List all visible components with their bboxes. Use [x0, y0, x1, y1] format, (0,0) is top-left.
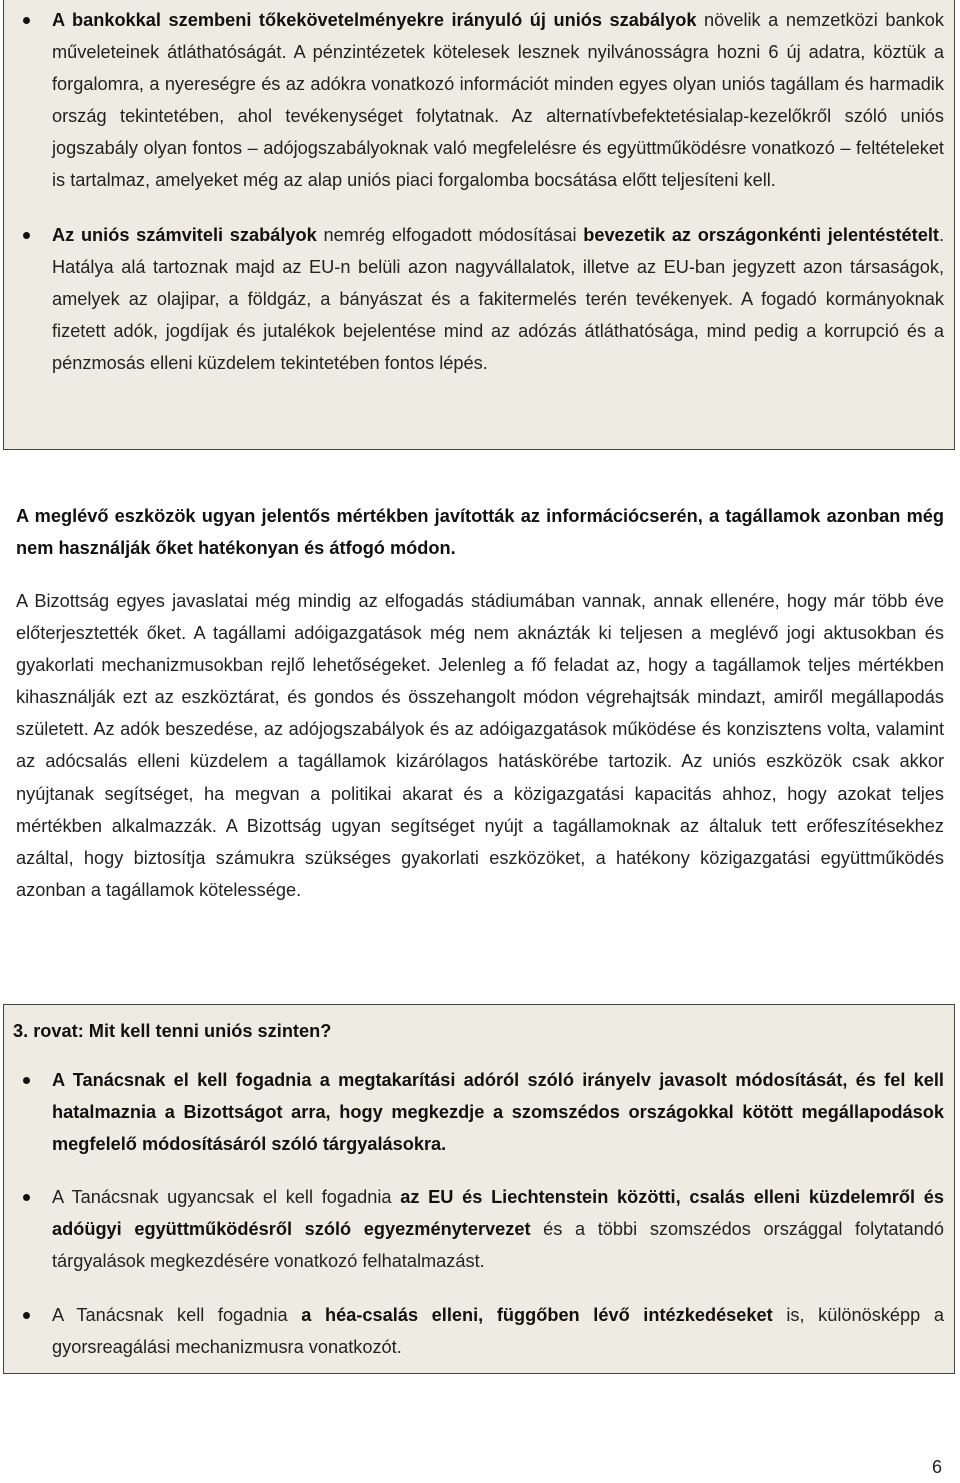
bullet-item-savings-tax: [4, 1064, 954, 1160]
info-box-bottom: [3, 1004, 955, 1374]
bold-phrase: a héa-csalás elleni, függőben lévő intézkedéseket: [301, 1304, 773, 1325]
bullet-text: [52, 1181, 944, 1277]
text-run: A Tanácsnak kell fogadnia: [52, 1304, 302, 1325]
page-number: 6: [931, 1457, 942, 1477]
bullet-list-bottom: [4, 1047, 954, 1363]
bold-phrase: az EU és Liechtenstein közötti, csalás elleni küzdelemről és adóügyi együttműködésről szóló egyezménytervezet: [52, 1187, 944, 1240]
bullet-icon: [23, 17, 30, 24]
bullet-icon: [23, 1194, 30, 1201]
bullet-item-liechtenstein: [4, 1181, 954, 1277]
bullet-icon: [23, 1312, 30, 1319]
bullet-text: [52, 219, 944, 379]
bold-phrase: Az uniós számviteli szabályok: [52, 224, 317, 245]
box-heading: 3. rovat: Mit kell tenni uniós szinten?: [13, 1021, 332, 1041]
bullet-item-accounting-rules: [4, 219, 954, 379]
bullet-icon: [23, 232, 30, 239]
text-run: is, különösképp a gyorsreagálási mechanizmusra vonatkozót.: [52, 1304, 944, 1357]
body-paragraph: A Bizottság egyes javaslatai még mindig az elfogadás stádiumában vannak, annak ellenére, hogy már több éve előterjesztették őket. A tagállami adóigazgatások még nem aknázták ki teljesen a meglévő jogi aktusokban és gyakorlati mechanizmusokban rejlő lehetőségeket. Jelenleg a fő feladat az, hogy a tagállamok teljes mértékben kihasználják ezt az eszköztárat, és gondos és összehangolt módon végrehajtsák mindazt, amiről megállapodás született. Az adók beszedése, az adójogszabályok és az adóigazgatások működése és konzisztens volta, valamint az adócsalás elleni küzdelem a tagállamok kizárólagos hatáskörébe tartozik. Az uniós eszközök csak akkor nyújtanak segítséget, ha megvan a politikai akarat és a közigazgatási kapacitás ahhoz, hogy azokat teljes mértékben alkalmazzák. A Bizottság ugyan segítséget nyújt a tagállamoknak az általuk tett erőfeszítésekhez azáltal, hogy biztosítja számukra szükséges gyakorlati eszközöket, a hatékony közigazgatási együttműködés azonban a tagállamok kötelessége.: [16, 591, 944, 900]
text-run: . Hatálya alá tartoznak majd az EU-n belüli azon nagyvállalatok, illetve az EU-ban jegyzett azon társaságok, amelyek az olajipar, a földgáz, a bányászat és a fakitermelés terén tevékenyek. A fogadó kormányoknak fizetett adók, jogdíjak és jutalékok bejelentése mind az adózás átláthatósága, mind pedig a korrupció és a pénzmosás elleni küzdelem tekintetében fontos lépés.: [52, 224, 944, 373]
bold-phrase: bevezetik az országonkénti jelentéstételt: [583, 224, 939, 245]
text-run: A Tanácsnak ugyancsak el kell fogadnia: [52, 1187, 401, 1208]
lead-bold-text: A meglévő eszközök ugyan jelentős mértékben javították az információcserén, a tagállamok azonban még nem használják őket hatékonyan és átfogó módon.: [16, 506, 944, 559]
bullet-text: [52, 4, 944, 197]
bullet-list-top: [4, 0, 954, 379]
text-run: és a többi szomszédos országgal folytatandó tárgyalások megkezdésére vonatkozó felhatalmazást.: [52, 1219, 944, 1272]
bullet-item-vat-fraud: [4, 1299, 954, 1363]
bullet-text: [52, 1299, 944, 1363]
bullet-icon: [23, 1077, 30, 1084]
bold-phrase: A Tanácsnak el kell fogadnia a megtakarítási adóról szóló irányelv javasolt módosítását, és fel kell hatalmaznia a Bizottságot arra, hogy megkezdje a szomszédos országokkal kötött megállapodások megfelelő módosításáról szóló tárgyalásokra.: [52, 1070, 944, 1155]
lead-paragraph: [16, 500, 944, 564]
info-box-top: [3, 0, 955, 450]
bullet-text: [52, 1064, 944, 1160]
text-run: nemrég elfogadott módosításai: [316, 224, 584, 245]
bold-phrase: A bankokkal szembeni tőkekövetelményekre irányuló új uniós szabályok: [52, 10, 697, 30]
text-run: növelik a nemzetközi bankok műveleteinek átláthatóságát. A pénzintézetek kötelesek lesznek nyilvánosságra hozni 6 új adatra, köztük a forgalomra, a nyereségre és az adókra vonatkozó információt minden egyes olyan uniós tagállam és harmadik ország tekintetében, ahol tevékenységet folytatnak. Az alternatívbefektetésialap-kezelőkről szóló uniós jogszabály olyan fontos – adójogszabályoknak való megfelelésre és együttműködésre vonatkozó – feltételeket is tartalmaz, amelyeket még az alap uniós piaci forgalomba bocsátása előtt teljesíteni kell.: [52, 10, 945, 191]
bullet-item-capital-requirements: [4, 4, 954, 197]
